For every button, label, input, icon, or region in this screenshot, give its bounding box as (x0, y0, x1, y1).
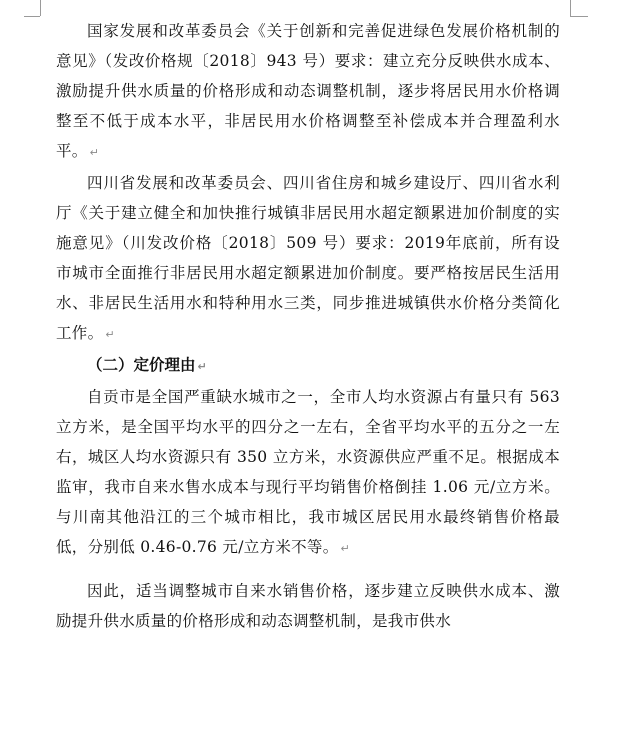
document-body[interactable] (56, 16, 560, 636)
paragraph-mark: ↵ (197, 360, 207, 373)
paragraph-1-text: 国家发展和改革委员会《关于创新和完善促进绿色发展价格机制的意见》（发改价格规〔2018〕943 号）要求：建立充分反映供水成本、激励提升供水质量的价格形成和动态调整机制，逐步将居民用水价格调整至不低于成本水平，非居民用水价格调整至补偿成本并合理盈利水平。 (56, 22, 560, 160)
paragraph-4-text: 因此，适当调整城市自来水销售价格，逐步建立反映供水成本、激励提升供水质量的价格形成和动态调整机制，是我市供水 (56, 582, 560, 630)
paragraph-mark: ↵ (340, 542, 351, 555)
paragraph-1[interactable] (56, 16, 560, 168)
paragraph-mark: ↵ (89, 146, 100, 159)
paragraph-2[interactable] (56, 168, 560, 350)
margin-corner-mark-right (570, 0, 571, 16)
margin-corner-mark-right-h (570, 16, 588, 17)
paragraph-2-text: 四川省发展和改革委员会、四川省住房和城乡建设厅、四川省水利厅《关于建立健全和加快推行城镇非居民用水超定额累进加价制度的实施意见》（川发改价格〔2018〕509 号）要求：2019年底前，所有设市城市全面推行非居民用水超定额累进加价制度。要严格按居民生活用水、非居民生活用水和特种用水三类，同步推进城镇供水价格分类简化工作。 (56, 174, 560, 342)
paragraph-mark: ↵ (105, 328, 115, 341)
paragraph-4[interactable] (56, 576, 560, 636)
section-heading-text: （二）定价理由 (87, 356, 196, 374)
paragraph-3[interactable] (56, 382, 560, 564)
section-heading[interactable] (56, 350, 560, 382)
margin-corner-mark-left-h (24, 16, 40, 17)
margin-corner-mark-left (40, 0, 41, 16)
paragraph-3-text: 自贡市是全国严重缺水城市之一，全市人均水资源占有量只有 563 立方米，是全国平均水平的四分之一左右，全省平均水平的五分之一左右，城区人均水资源只有 350 立方米，水资源供应严重不足。根据成本监审，我市自来水售水成本与现行平均销售价格倒挂 1.06 元/立方米。与川南其他沿江的三个城市相比，我市城区居民用水最终销售价格最低，分别低 0.46-0.76 元/立方米不等。 (56, 388, 560, 556)
